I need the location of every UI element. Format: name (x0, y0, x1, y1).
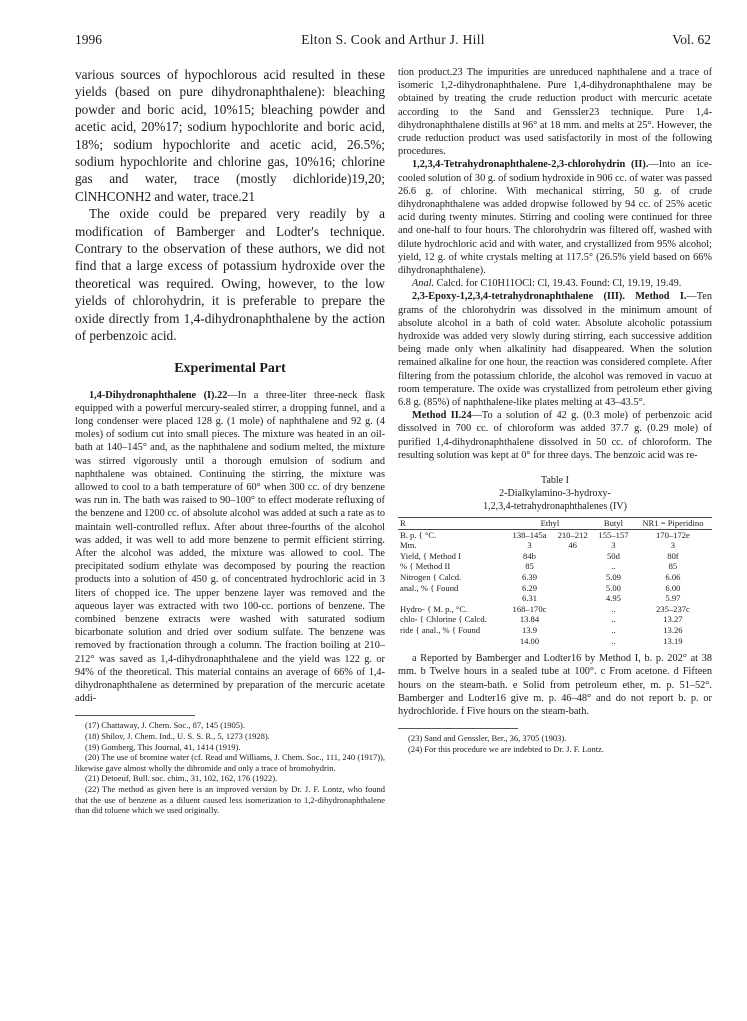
table-cell: 235–237c (655, 603, 690, 614)
table-row (398, 551, 712, 562)
table-cell: 85 (668, 561, 678, 572)
chlorohydrin-body: —Into an ice-cooled solution of 30 g. of sodium hydroxide in 906 cc. of water was passed 26.6 g. of chlorine. With mechanical stirring, 50 g. of crude dihydronaphthalene was added dropwise followed by 94 cc. of 25% acetic acid during twenty minutes. Stirring and cooling were continued for three and one-half to four hours. The chlorohydrin was filtered off, washed with dilute hydrochloric acid and with water, and crystallized from 95% alcohol; yield, 12 g. of white crystals melting at 117.5° (26.5% yield based on 66% dihydronaphthalene). (398, 159, 712, 277)
table-cell: 84b (523, 550, 536, 561)
table-cell (552, 636, 593, 647)
table-cell (552, 561, 593, 572)
data-table (398, 517, 712, 646)
section-heading: Experimental Part (174, 360, 286, 376)
table-cell: 50d (607, 550, 620, 561)
table-cell: 170–172e (655, 529, 690, 540)
table-cell: 14.00 (519, 635, 540, 646)
table-cell: anal., % { Found (400, 582, 459, 593)
footnote: (17) Chattaway, J. Chem. Soc., 87, 145 (1905). (85, 720, 245, 731)
running-header (75, 32, 711, 52)
analysis-line (398, 277, 712, 290)
table-row (398, 572, 712, 583)
table-title-line-2: 1,2,3,4-tetrahydronaphthalenes (IV) (483, 501, 627, 513)
table-cell: % { Method II (400, 561, 451, 572)
right-footnotes (398, 733, 712, 754)
table-cell: 5.00 (605, 582, 621, 593)
table-cell: 138–145a (512, 529, 547, 540)
table-cell: 46 (568, 540, 577, 551)
table-cell: 5.09 (605, 572, 621, 583)
table-cell: .. (611, 561, 616, 572)
page-number: 1996 (75, 32, 102, 47)
table-cell: 85 (525, 561, 534, 572)
epoxy-paragraph (398, 290, 712, 409)
table-cell (552, 583, 593, 594)
compound-title: 1,4-Dihydronaphthalene (I).22 (89, 389, 228, 401)
table-cell: .. (611, 614, 616, 625)
table-row (398, 529, 712, 540)
table-cell (552, 604, 593, 615)
chlorohydrin-paragraph (398, 158, 712, 277)
table-row (398, 540, 712, 551)
table-cell: 3 (527, 540, 532, 551)
table-cell: .. (611, 625, 616, 636)
table-cell (398, 636, 507, 647)
table-row (398, 561, 712, 572)
footnote: (22) The method as given here is an improved version by Dr. J. F. Lontz, who found that the use of benzene as a diluent caused less isomerization to 1,2-dihydronaphthalene than did toluene which we used originally. (75, 783, 385, 816)
table-cell: 6.31 (521, 593, 538, 604)
table-cell: 6.06 (665, 572, 681, 583)
footnote: (20) The use of bromine water (cf. Read and Williams, J. Chem. Soc., 111, 240 (1917)), likewise gave almost wholly the dibromide and only a trace of bromohydrin. (75, 752, 385, 773)
table-cell: 80f (667, 550, 679, 561)
analysis-label: Anal. (412, 278, 435, 290)
table-cell: 13.84 (519, 614, 540, 625)
table-header-cell: NR1 = Piperidino (642, 518, 704, 529)
table-cell (552, 593, 593, 604)
epoxy-body: —Ten grams of the chlorohydrin was dissolved in the minimum amount of absolute alcohol in a bath of cold water. Absolute alcoholic potassium hydroxide was added very slowly during stirring, each successive addition being made only when alkalinity had disappeared. When the solution remained alkaline for one hour, the reaction was considered complete. After filtering from the potassium chloride, the alcohol was removed in vacuo at room temperature. The oxide was crystallized from petroleum ether giving 6.8 g. (85%) of naphthalene-like plates melting at 43–43.5°. (398, 291, 712, 409)
table-row (398, 614, 712, 625)
table-cell: 6.00 (665, 582, 681, 593)
table-cell: Hydro- { M. p., °C. (400, 603, 468, 614)
footnote: (18) Shilov, J. Chem. Ind., U. S. S. R., 5, 1273 (1928). (85, 730, 270, 741)
table-cell (552, 625, 593, 636)
table-notes: a Reported by Bamberger and Lodter16 by Method I, b. p. 202° at 38 mm. b Twelve hours in a sealed tube at 100°. c From acetone. d Fifteen hours on the steam-bath. e Solid from petroleum ether, m. p. 51–52°. Bamberger and Lodter16 give m. p. 46–48° and do not report b. p. or hydrochloride. f Five hours on the steam-bath. (398, 653, 712, 718)
right-column (398, 66, 712, 754)
left-paragraph-2: The oxide could be prepared very readily by a modification of Bamberger and Lodter's technique. Contrary to the observation of these authors, we did not find that a large excess of potassium hydroxide over the theoretical was required. Owing, however, to the low yields of chlorohydrin, it is preferable to prepare the oxide directly from 1,4-dihydronaphthalene by the action of perbenzoic acid. (75, 206, 385, 344)
table-cell: 168–170c (512, 603, 547, 614)
footnote: (23) Sand and Genssler, Ber., 36, 3705 (1903). (408, 733, 567, 744)
table-cell: 6.39 (521, 572, 538, 583)
analysis-values: Calcd. for C10H11OCl: Cl, 19.43. Found: Cl, 19.19, 19.49. (436, 278, 682, 290)
left-paragraph-1: various sources of hypochlorous acid resulted in these yields (based on pure dihydronaphthalene): bleaching powder and boric acid, 10%15; bleaching powder and acetic acid, 20%17; sodium hypochlorite and boric acid, 18%; sodium hypochlorite and acetic acid, 26.5%; sodium hypochlorite and chlorine gas, 10%16; chlorine gas and water, trace (mostly dichloride)19,20; ClNHCONH2 and water, trace.21 (75, 67, 385, 204)
footnote-rule (75, 715, 195, 716)
table-header-row (398, 518, 712, 530)
method-title: Method II.24 (412, 410, 472, 422)
table-row (398, 625, 712, 636)
experimental-body: —In a three-liter three-neck flask equipped with a powerful mercury-sealed stirrer, a dropping funnel, and a long condenser were placed 128 g. (1 mole) of naphthalene and 92 g. (4 moles) of sodium cut into small pieces. The mixture was heated in an oil-bath at 140–145° and, as the naphthalene and sodium melted, the mixture was stirred vigorously until a thorough emulsion of sodium and naphthalene was obtained. Continuing the stirring, the mixture was allowed to cool to a bath temperature of 60° when 300 cc. of dry benzene was run in. The bath was raised to 90–100° to effect moderate refluxing of the benzene and 1200 cc. of absolute alcohol was added at such a rate as to maintain well-controlled reflux. After about three-fourths of the alcohol was added, it was well to add more benzene to permit efficient stirring. After the alcohol was added, the mixture was allowed to cool. The precipitated sodium ethylate was decomposed by pouring the reaction products into a solution of 450 g. of concentrated hydrochloric acid in 3 liters of chopped ice. The upper benzene layer was removed and the aqueous layer was extracted with two 100-cc. portions of benzene. The combined benzene extracts were washed with saturated sodium bicarbonate solution and dried over sodium sulfate. The benzene was removed by fractionation through a column. The fraction boiling at 210–212° was saved as 1,4-dihydronaphthalene and the yield was 122 g. or 94% of the theoretical. This material contains an average of 66% of 1,4-dihydronaphthalene as determined by preparation of the mercuric acetate addi- (75, 389, 386, 705)
running-authors: Elton S. Cook and Arthur J. Hill (301, 32, 485, 47)
table-cell: chlo- { Chlorine { Calcd. (400, 614, 487, 625)
footnote: (21) Detoeuf, Bull. soc. chim., 31, 102, 162, 176 (1922). (85, 773, 278, 784)
table-cell (552, 572, 593, 583)
table-cell: 210–212 (557, 529, 588, 540)
table-cell: 6.29 (521, 582, 538, 593)
table-cell: .. (611, 603, 616, 614)
table-row (398, 593, 712, 604)
table-title-line-1: 2-Dialkylamino-3-hydroxy- (499, 488, 611, 500)
table-cell: 3 (670, 540, 676, 551)
table-cell: ride { anal., % { Found (400, 625, 481, 636)
table-cell (398, 593, 507, 604)
table-label: Table I (541, 475, 569, 487)
table-cell: 155–157 (598, 529, 629, 540)
table-caption (398, 474, 712, 513)
right-paragraph-1: tion product.23 The impurities are unreduced naphthalene and a trace of isomeric 1,2-dihydronaphthalene. Pure 1,4-dihydronaphthalene may be obtained by treating the crude reduction product with mercuric acetate according to the Sand and Genssler23 technique. Pure 1,4-dihydronaphthalene distills at 96° at 18 mm. and melts at 25°. However, the crude reduction product was used satisfactorily in most of the following procedures. (398, 67, 712, 158)
footnote: (19) Gomberg, This Journal, 41, 1414 (1919). (85, 741, 241, 752)
table-row (398, 636, 712, 647)
table-cell: 13.26 (663, 625, 683, 636)
table-cell (552, 614, 593, 625)
table-cell: 3 (611, 540, 616, 551)
method-ii-paragraph (398, 409, 712, 462)
table-row (398, 604, 712, 615)
table-cell: Nitrogen { Calcd. (400, 572, 462, 583)
left-column (75, 66, 385, 816)
table-cell: Yield, { Method I (400, 550, 461, 561)
table-cell: 13.9 (521, 625, 538, 636)
table-cell (552, 551, 593, 562)
table-header-cell: R (400, 518, 406, 529)
table-cell: .. (611, 635, 616, 646)
table-cell: 5.97 (665, 593, 681, 604)
volume-label: Vol. 62 (672, 32, 711, 47)
compound-title: 1,2,3,4-Tetrahydronaphthalene-2,3-chlorohydrin (II). (412, 159, 649, 171)
table-cell: 13.27 (663, 614, 683, 625)
compound-title: 2,3-Epoxy-1,2,3,4-tetrahydronaphthalene (III). Method I. (412, 291, 687, 303)
table-cell: B. p. { °C. (400, 529, 437, 540)
experimental-paragraph (75, 389, 385, 706)
table-cell: 4.95 (605, 593, 621, 604)
table-header-cell: Butyl (603, 518, 623, 529)
method-ii-body: —To a solution of 42 g. (0.3 mole) of perbenzoic acid dissolved in 700 cc. of chloroform was added 37.7 g. (0.29 mole) of purified 1,4-dihydronaphthalene dissolved in 50 cc. of chloroform. The resulting solution was kept at 0° for three days. The benzoic acid was re- (398, 410, 712, 461)
table-cell: 13.19 (663, 635, 683, 646)
footnote-rule (398, 728, 518, 729)
footnote: (24) For this procedure we are indebted to Dr. J. F. Lontz. (408, 743, 604, 754)
table-header-cell: Ethyl (540, 518, 560, 529)
left-footnotes (75, 720, 385, 815)
table-row (398, 583, 712, 594)
table-cell: Mm. (400, 540, 417, 551)
